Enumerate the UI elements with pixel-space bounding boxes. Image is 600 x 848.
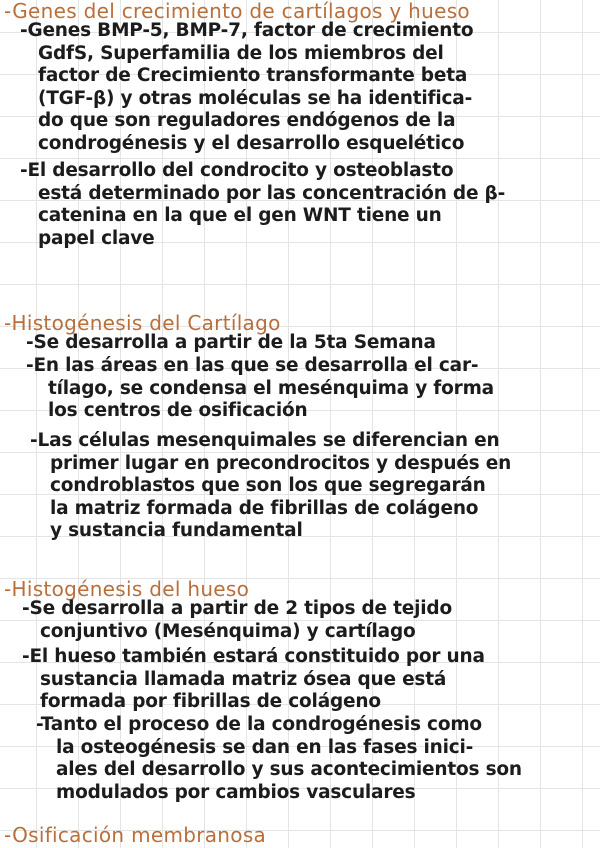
text-line: ales del desarrollo y sus acontecimientos son (56, 759, 522, 781)
paragraph-quinta-semana (26, 332, 436, 355)
text-line: modulados por cambios vasculares (56, 781, 416, 803)
text-line: -Las células mesenquimales se diferencian en (30, 430, 500, 451)
section-heading-histogenesis-cartilago: -Histogénesis del Cartílago (4, 311, 281, 335)
text-line: papel clave (38, 227, 155, 249)
paragraph-matriz-osea (22, 646, 485, 714)
text-line: está determinado por las concentración de β- (38, 182, 506, 204)
text-line: los centros de osificación (48, 400, 308, 422)
text-line: primer lugar en precondrocitos y después en (50, 452, 512, 474)
text-line: sustancia llamada matriz ósea que está (40, 668, 447, 690)
text-line: formada por fibrillas de colágeno (40, 691, 381, 713)
paragraph-genes-bmp (20, 20, 473, 156)
paragraph-areas-cartilago (26, 355, 494, 423)
text-line: la osteogénesis se dan en las fases inici- (56, 736, 474, 758)
text-line: -Se desarrolla a partir de la 5ta Semana (26, 332, 436, 353)
text-line: conjuntivo (Mesénquima) y cartílago (40, 620, 416, 642)
text-line: -Tanto el proceso de la condrogénesis como (36, 714, 482, 735)
paragraph-tejido-conjuntivo (22, 598, 452, 643)
text-line: -El desarrollo del condrocito y osteoblasto (20, 160, 454, 181)
text-line: catenina en la que el gen WNT tiene un (38, 205, 442, 227)
paragraph-condrocito (20, 160, 505, 250)
section-heading-genes: -Genes del crecimiento de cartílagos y hueso (4, 0, 470, 23)
text-line: -En las áreas en las que se desarrolla el car- (26, 355, 479, 376)
text-line: factor de Crecimiento transformante beta (38, 65, 468, 87)
section-heading-osificacion-membranosa: -Osificación membranosa (4, 823, 267, 847)
text-line: condroblastos que son los que segregarán (50, 475, 486, 497)
paragraph-condrogenesis-osteogenesis (36, 714, 522, 804)
text-line: (TGF-β) y otras moléculas se ha identifica- (38, 87, 473, 109)
text-line: condrogénesis y el desarrollo esquelético (38, 132, 465, 154)
text-line: tílago, se condensa el mesénquima y forma (48, 377, 494, 399)
paragraph-celulas-mesenquimales (30, 430, 511, 543)
text-line: -Genes BMP-5, BMP-7, factor de crecimiento (20, 20, 474, 41)
text-line: GdfS, Superfamilia de los miembros del (38, 42, 444, 64)
text-line: -El hueso también estará constituido por una (22, 646, 485, 667)
text-line: y sustancia fundamental (50, 520, 303, 542)
text-line: la matriz formada de fibrillas de colágeno (50, 497, 479, 519)
text-line: do que son reguladores endógenos de la (38, 110, 456, 132)
text-line: -Se desarrolla a partir de 2 tipos de tejido (22, 598, 452, 619)
section-heading-histogenesis-hueso: -Histogénesis del hueso (4, 577, 250, 601)
